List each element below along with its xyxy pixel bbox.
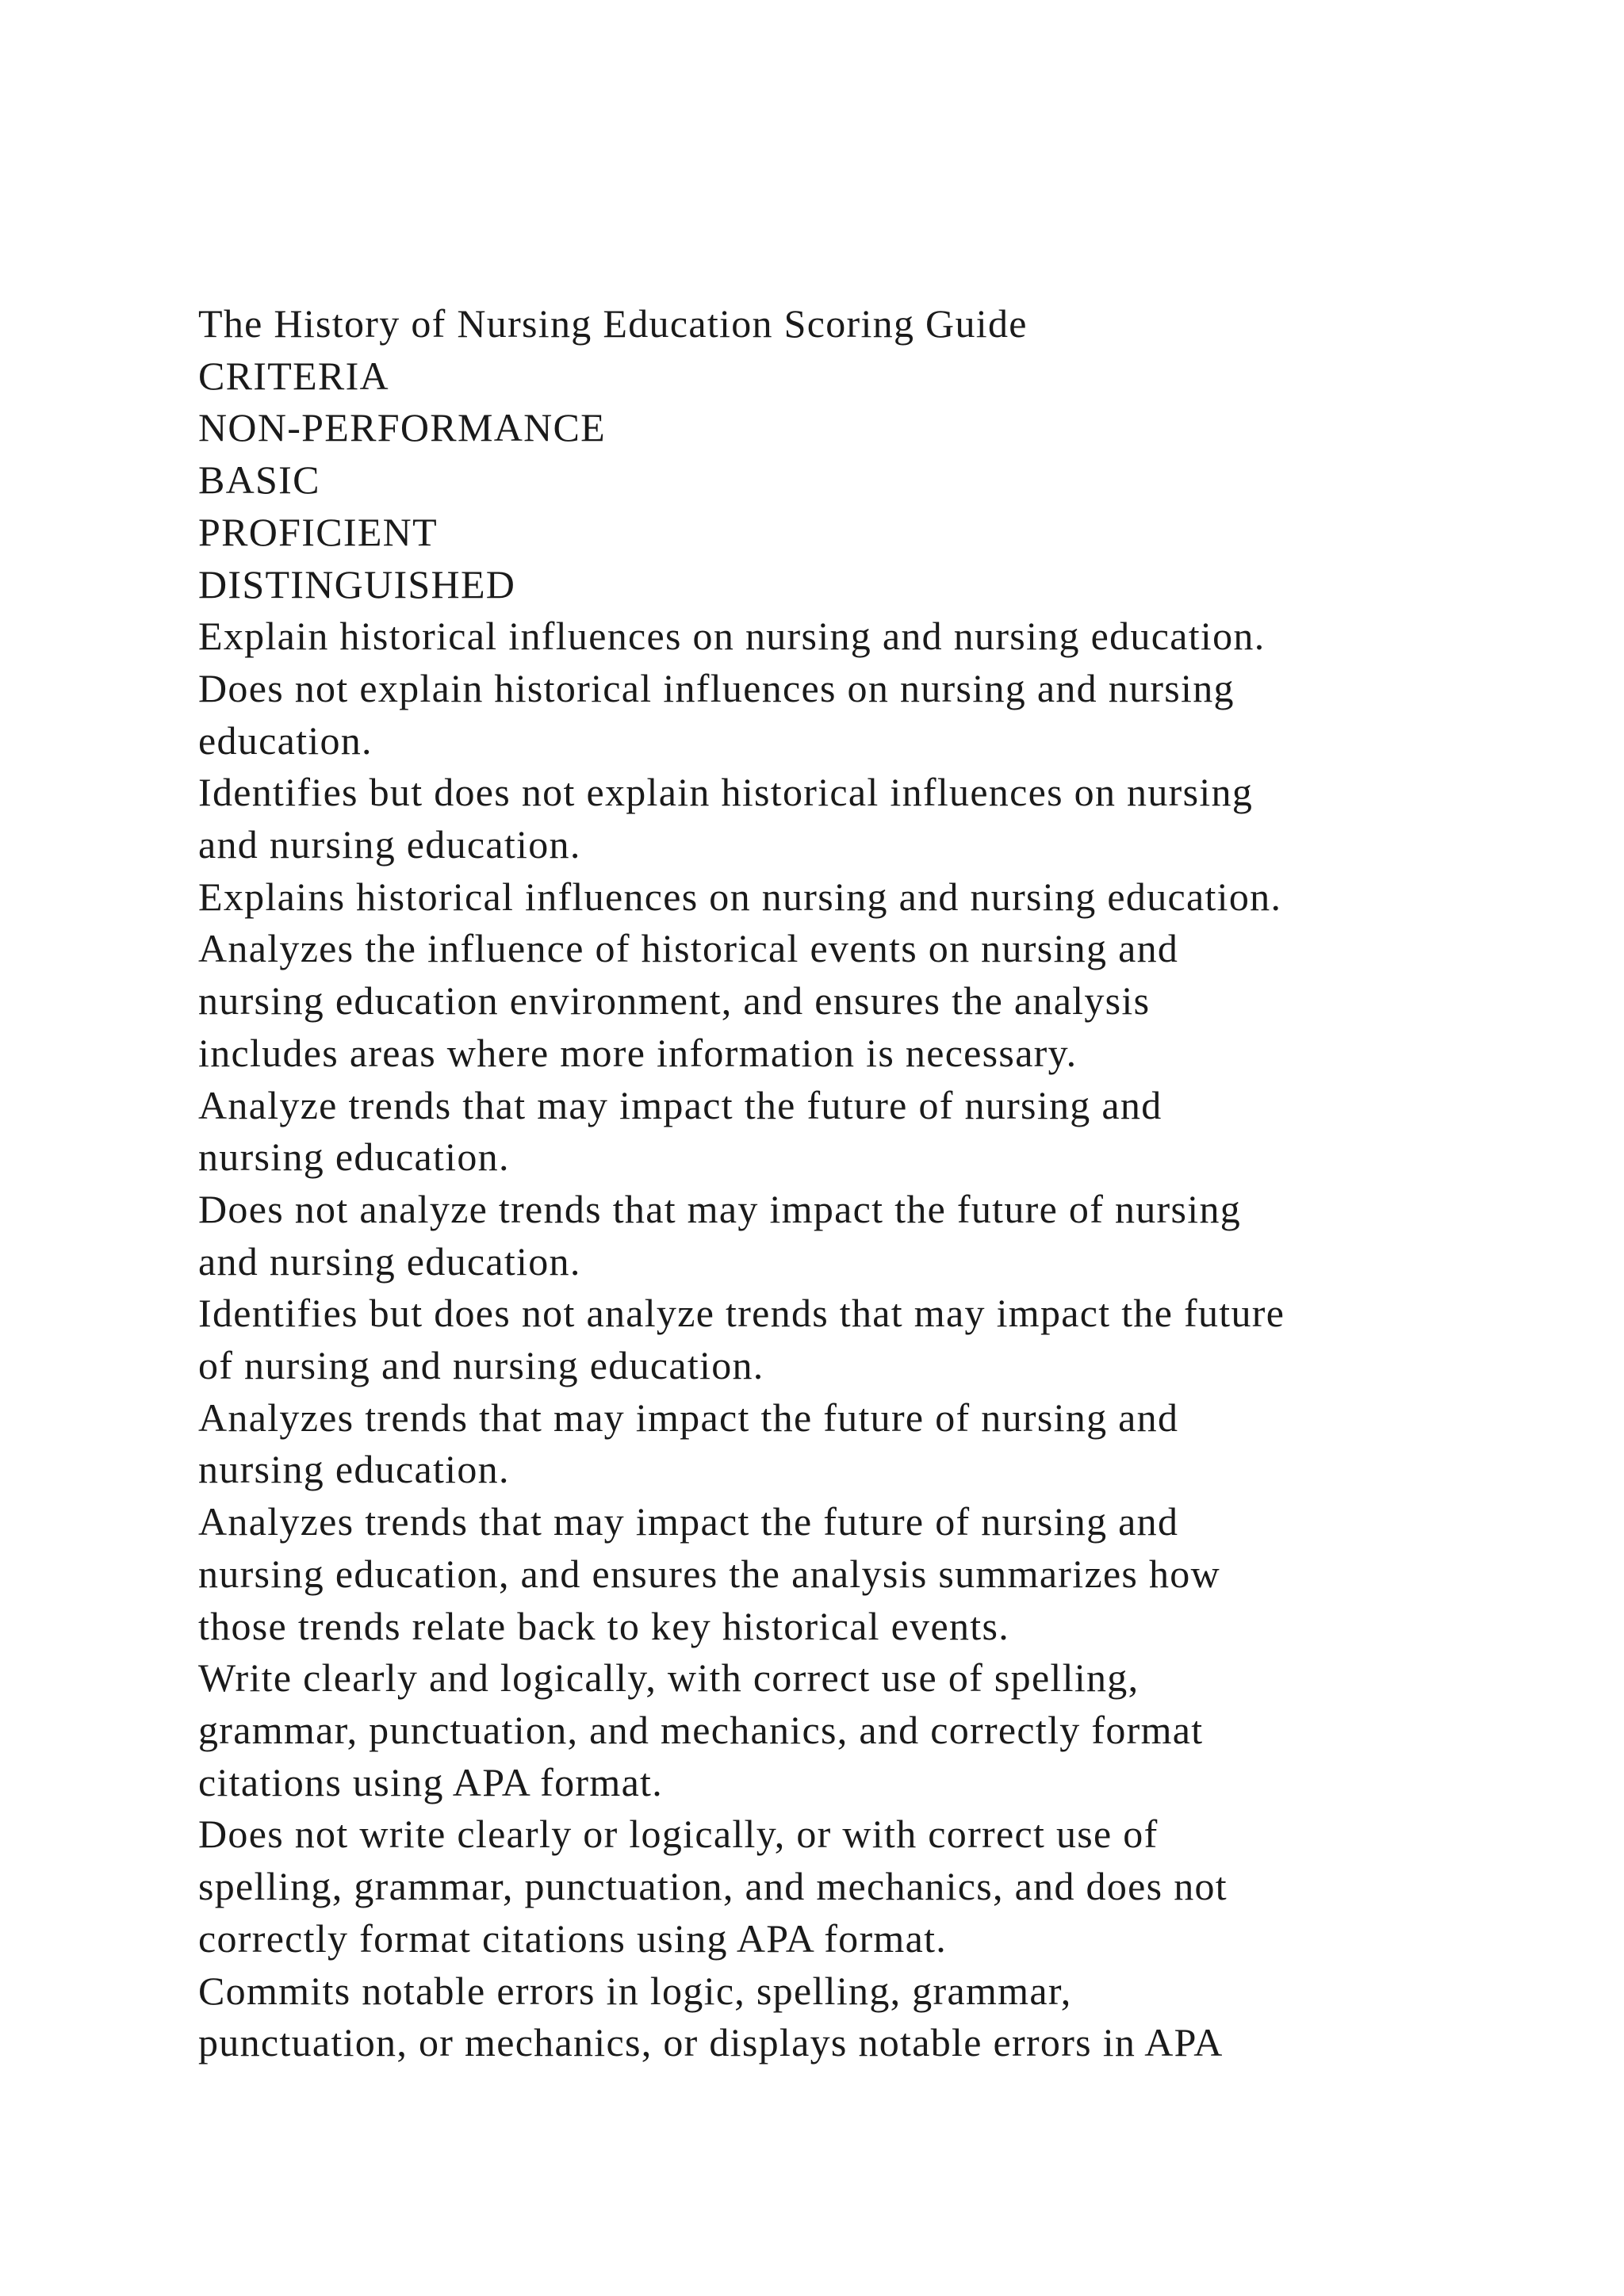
proficient-header: PROFICIENT [198,509,438,554]
text-line: Analyzes trends that may impact the future of nursing and [198,1395,1179,1440]
text-line: correctly format citations using APA format. [198,1915,948,1961]
text-line: includes areas where more information is necessary. [198,1030,1078,1075]
text-line: those trends relate back to key historical events. [198,1603,1010,1648]
text-line: and nursing education. [198,1238,581,1284]
text-line: of nursing and nursing education. [198,1343,764,1388]
text-line: punctuation, or mechanics, or displays notable errors in APA [198,2020,1224,2065]
document-body [198,298,1499,2069]
document-title: The History of Nursing Education Scoring Guide [198,301,1028,346]
text-line: education. [198,718,373,763]
text-line: spelling, grammar, punctuation, and mechanics, and does not [198,1864,1228,1909]
text-line: Identifies but does not analyze trends that may impact the future [198,1291,1285,1336]
criteria-header: CRITERIA [198,353,389,398]
text-line: nursing education. [198,1447,510,1492]
text-line: Does not explain historical influences on nursing and nursing [198,665,1235,710]
text-line: Does not analyze trends that may impact the future of nursing [198,1186,1242,1231]
text-line: nursing education environment, and ensures the analysis [198,978,1151,1024]
text-line: Write clearly and logically, with correct use of spelling, [198,1655,1139,1701]
text-line: nursing education. [198,1135,510,1180]
text-line: Commits notable errors in logic, spelling, grammar, [198,1968,1072,2013]
text-line: Identifies but does not explain historical influences on nursing [198,770,1254,815]
basic-header: BASIC [198,457,320,503]
text-line: citations using APA format. [198,1759,664,1804]
text-line: Analyzes the influence of historical events on nursing and [198,926,1179,971]
text-line: Explain historical influences on nursing and nursing education. [198,614,1266,659]
non-performance-header: NON-PERFORMANCE [198,405,607,450]
text-line: nursing education, and ensures the analysis summarizes how [198,1551,1220,1596]
text-line: Explains historical influences on nursing and nursing education. [198,874,1282,919]
text-line: Analyze trends that may impact the future of nursing and [198,1082,1162,1127]
distinguished-header: DISTINGUISHED [198,561,516,607]
text-line: Does not write clearly or logically, or with correct use of [198,1812,1159,1857]
text-line: and nursing education. [198,822,581,867]
text-line: Analyzes trends that may impact the future of nursing and [198,1499,1179,1544]
text-line: grammar, punctuation, and mechanics, and correctly format [198,1707,1204,1752]
